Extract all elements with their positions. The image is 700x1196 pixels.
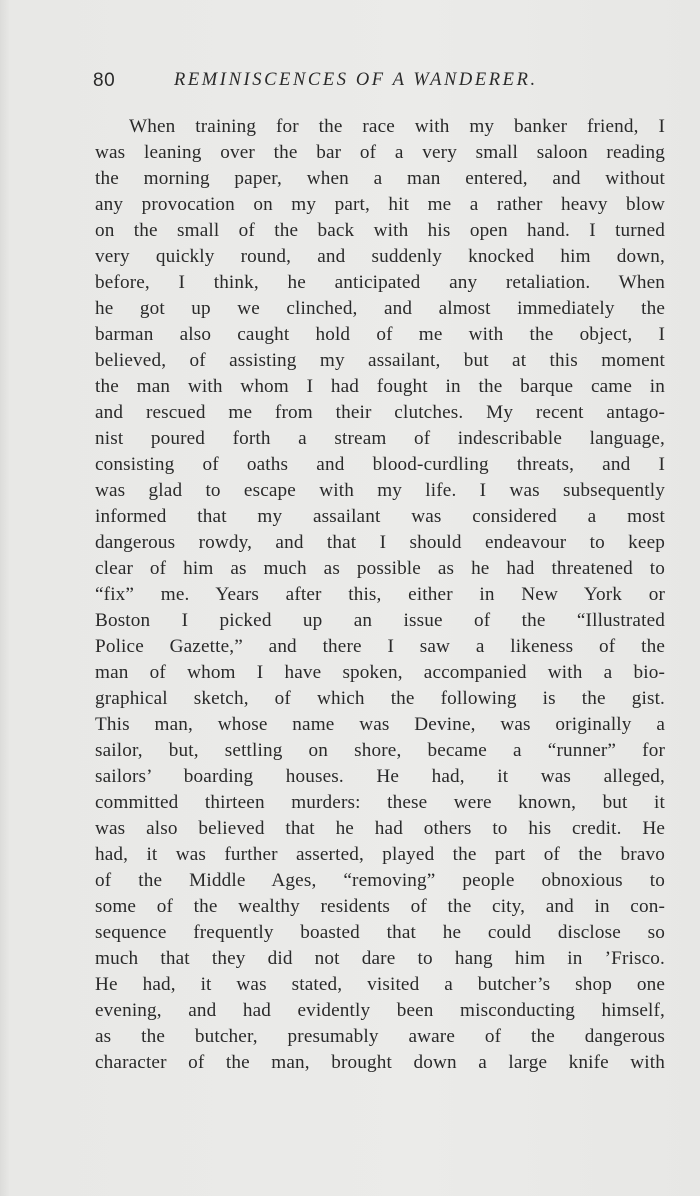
text-line: sailor, but, settling on shore, became a “runner” for	[95, 740, 665, 761]
text-line: When training for the race with my banker friend, I	[129, 116, 665, 137]
text-line: nist poured forth a stream of indescribable language,	[95, 428, 665, 449]
text-line: informed that my assailant was considered a most	[95, 506, 665, 527]
page-number: 80	[93, 70, 116, 91]
text-line: as the butcher, presumably aware of the dangerous	[95, 1026, 665, 1047]
text-line: was glad to escape with my life. I was subsequently	[95, 480, 665, 501]
text-line: and rescued me from their clutches. My recent antago-	[95, 402, 665, 423]
text-line: committed thirteen murders: these were known, but it	[95, 792, 665, 813]
text-line: any provocation on my part, hit me a rather heavy blow	[95, 194, 665, 215]
text-line: graphical sketch, of which the following is the gist.	[95, 688, 665, 709]
text-line: barman also caught hold of me with the object, I	[95, 324, 665, 345]
page-header	[93, 70, 588, 100]
text-line: Police Gazette,” and there I saw a likeness of the	[95, 636, 665, 657]
running-title: REMINISCENCES OF A WANDERER.	[174, 70, 538, 90]
text-line: on the small of the back with his open hand. I turned	[95, 220, 665, 241]
text-line: consisting of oaths and blood-curdling threats, and I	[95, 454, 665, 475]
text-line: This man, whose name was Devine, was originally a	[95, 714, 665, 735]
text-line: had, it was further asserted, played the part of the bravo	[95, 844, 665, 865]
text-line: man of whom I have spoken, accompanied with a bio-	[95, 662, 665, 683]
text-line: the morning paper, when a man entered, and without	[95, 168, 665, 189]
text-line: was also believed that he had others to his credit. He	[95, 818, 665, 839]
text-line: “fix” me. Years after this, either in New York or	[95, 584, 665, 605]
body-paragraph	[95, 114, 665, 1076]
text-line: much that they did not dare to hang him in ’Frisco.	[95, 948, 665, 969]
text-line: Boston I picked up an issue of the “Illustrated	[95, 610, 665, 631]
text-line: he got up we clinched, and almost immediately the	[95, 298, 665, 319]
text-line: the man with whom I had fought in the barque came in	[95, 376, 665, 397]
text-line: some of the wealthy residents of the city, and in con-	[95, 896, 665, 917]
text-line: character of the man, brought down a large knife with	[95, 1052, 665, 1073]
text-line: clear of him as much as possible as he had threatened to	[95, 558, 665, 579]
text-line: very quickly round, and suddenly knocked him down,	[95, 246, 665, 267]
text-line: of the Middle Ages, “removing” people obnoxious to	[95, 870, 665, 891]
text-line: dangerous rowdy, and that I should endeavour to keep	[95, 532, 665, 553]
text-line: evening, and had evidently been misconducting himself,	[95, 1000, 665, 1021]
text-line: believed, of assisting my assailant, but at this moment	[95, 350, 665, 371]
text-line: He had, it was stated, visited a butcher’s shop one	[95, 974, 665, 995]
text-line: was leaning over the bar of a very small saloon reading	[95, 142, 665, 163]
text-line: sequence frequently boasted that he could disclose so	[95, 922, 665, 943]
text-line: before, I think, he anticipated any retaliation. When	[95, 272, 665, 293]
text-line: sailors’ boarding houses. He had, it was alleged,	[95, 766, 665, 787]
